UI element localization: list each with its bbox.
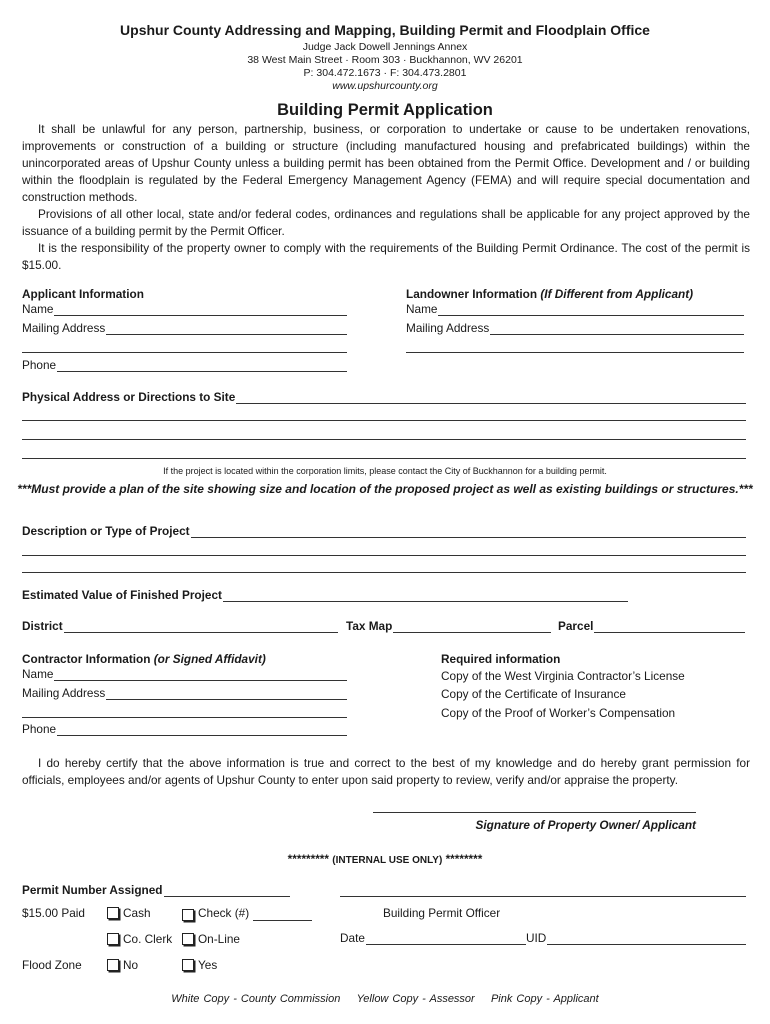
contractor-phone-field[interactable]: Phone — [22, 722, 347, 736]
required-item: Copy of the Proof of Worker’s Compensation — [441, 706, 676, 720]
office-website[interactable]: www.upshurcounty.org — [332, 80, 438, 92]
check-option[interactable]: Check (#) — [182, 905, 312, 921]
checkbox-icon[interactable] — [107, 907, 119, 919]
form-title: Building Permit Application — [277, 101, 493, 119]
flood-zone-yes-option[interactable]: Yes — [182, 957, 217, 973]
permit-number-field[interactable]: Permit Number Assigned — [22, 883, 290, 897]
contractor-mailing-field[interactable]: Mailing Address — [22, 686, 347, 700]
contractor-mailing-line-2[interactable] — [22, 717, 347, 718]
applicant-name-field[interactable]: Name — [22, 302, 347, 316]
building-name: Judge Jack Dowell Jennings Annex — [302, 41, 468, 53]
site-plan-requirement: ***Must provide a plan of the site showing size and location of the proposed project as well as existing buildings or structures.*** — [17, 482, 753, 496]
paid-label: $15.00 Paid — [22, 906, 85, 920]
project-description-line-2[interactable] — [22, 555, 746, 556]
contractor-heading: Contractor Information (or Signed Affidavit) — [22, 652, 266, 666]
project-description-field[interactable]: Description or Type of Project — [22, 524, 746, 538]
project-description-line-3[interactable] — [22, 572, 746, 573]
cash-option[interactable]: Cash — [107, 905, 151, 921]
online-option[interactable]: On-Line — [182, 931, 240, 947]
office-title: Upshur County Addressing and Mapping, Building Permit and Floodplain Office — [120, 22, 650, 38]
site-address-line-4[interactable] — [22, 458, 746, 459]
certification-statement: I do hereby certify that the above information is true and correct to the best of my knowledge and do hereby grant permission for officials, employees and/or agents of Upshur County to enter upon said property to review, verify and/or appraise the property. — [22, 756, 750, 787]
intro-paragraph-3: It is the responsibility of the property owner to comply with the requirements of the Building Permit Ordinance. The cost of the permit is $15.00. — [22, 241, 750, 272]
office-phone-fax: P: 304.472.1673 · F: 304.473.2801 — [303, 67, 467, 79]
landowner-mailing-line-2[interactable] — [406, 352, 744, 353]
district-field[interactable]: District — [22, 619, 338, 633]
applicant-mailing-field[interactable]: Mailing Address — [22, 321, 347, 335]
date-field[interactable]: Date — [340, 931, 526, 945]
checkbox-icon[interactable] — [182, 933, 194, 945]
tax-map-field[interactable]: Tax Map — [346, 619, 551, 633]
check-number-line[interactable] — [253, 910, 312, 921]
applicant-mailing-line-2[interactable] — [22, 352, 347, 353]
site-address-line-3[interactable] — [22, 439, 746, 440]
copy-distribution-footer: White Copy - County Commission Yellow Copy - Assessor Pink Copy - Applicant — [171, 993, 599, 1005]
landowner-name-field[interactable]: Name — [406, 302, 744, 316]
required-item: Copy of the Certificate of Insurance — [441, 687, 626, 701]
intro-paragraph-1: It shall be unlawful for any person, partnership, business, or corporation to undertake or cause to be undertaken renovations, improvements or construction of a building or structure (including manufactured housing and prefabricated buildings) within the unincorporated areas of Upshur County unless a building permit has been obtained from the Permit Office. Development and / or building within the floodplain is regulated by the Federal Emergency Management Agency (FEMA) and will require special documentation and construction methods. — [22, 122, 750, 204]
applicant-phone-field[interactable]: Phone — [22, 358, 347, 372]
checkbox-icon[interactable] — [107, 933, 119, 945]
landowner-mailing-field[interactable]: Mailing Address — [406, 321, 744, 335]
office-address: 38 West Main Street · Room 303 · Buckhannon, WV 26201 — [247, 54, 523, 66]
co-clerk-option[interactable]: Co. Clerk — [107, 931, 172, 947]
contractor-name-field[interactable]: Name — [22, 667, 347, 681]
site-address-field[interactable]: Physical Address or Directions to Site — [22, 390, 746, 404]
required-info-heading: Required information — [441, 652, 561, 666]
checkbox-icon[interactable] — [107, 959, 119, 971]
uid-field[interactable]: UID — [526, 931, 746, 945]
officer-signature-line[interactable] — [340, 896, 746, 897]
officer-label: Building Permit Officer — [383, 906, 501, 920]
signature-label: Signature of Property Owner/ Applicant — [475, 818, 696, 832]
internal-use-banner: ********* (INTERNAL USE ONLY) ******** — [287, 852, 483, 866]
checkbox-icon[interactable] — [182, 959, 194, 971]
applicant-heading: Applicant Information — [22, 287, 144, 301]
landowner-heading: Landowner Information (If Different from Applicant) — [406, 287, 694, 301]
required-item: Copy of the West Virginia Contractor’s License — [441, 669, 685, 683]
site-address-line-2[interactable] — [22, 420, 746, 421]
city-limits-note: If the project is located within the corporation limits, please contact the City of Buckhannon for a building permit. — [163, 466, 607, 476]
signature-line[interactable] — [373, 812, 696, 813]
flood-zone-label: Flood Zone — [22, 958, 82, 972]
parcel-field[interactable]: Parcel — [558, 619, 745, 633]
checkbox-icon[interactable] — [182, 909, 194, 921]
intro-paragraph-2: Provisions of all other local, state and/or federal codes, ordinances and regulations shall be applicable for any project approved by the issuance of a building permit by the Permit Officer. — [22, 207, 750, 238]
estimated-value-field[interactable]: Estimated Value of Finished Project — [22, 588, 628, 602]
flood-zone-no-option[interactable]: No — [107, 957, 138, 973]
